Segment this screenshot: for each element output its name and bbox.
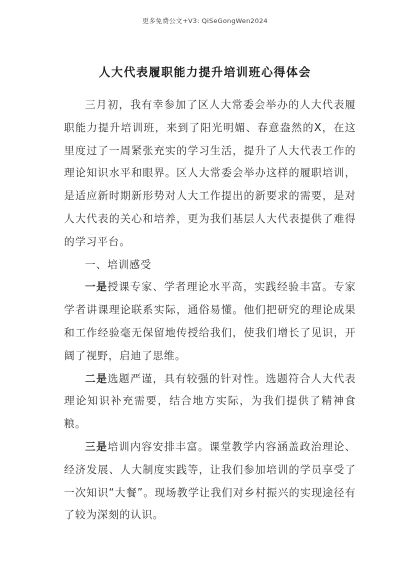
watermark-header: 更多免费公文+V3: QiSeGongWen2024	[142, 17, 268, 25]
point-paragraph	[64, 436, 356, 527]
section-heading: 一、培训感受	[85, 258, 152, 271]
point-text: 培训内容安排丰富。课堂教学内容涵盖政治理论、经济发展、人大制度实践等，让我们参加培训的学员享受了一次知识“大餐”。现场教学让我们对乡村振兴的实现途径有了较为深刻的认识。	[64, 440, 357, 522]
point-lead: 一是	[85, 281, 108, 294]
intro-paragraph: 三月初，我有幸参加了区人大常委会举办的人大代表履职能力提升培训班，来到了阳光明媚、春意盎然的X，在这里度过了一周紧张充实的学习生活，提升了人大代表工作的理论知识水平和眼界。区人大常委会举办这样的履职培训，是适应新时期新形势对人大工作提出的新要求的需要，是对人大代表的关心和培养，更为我们基层人大代表提供了难得的学习平台。	[64, 99, 356, 248]
point-lead: 三是	[85, 440, 108, 453]
point-lead: 二是	[85, 372, 108, 385]
document-body	[64, 94, 356, 527]
point-text: 选题严谨，具有较强的针对性。选题符合人大代表理论知识补充需要，结合地方实际，为我们提供了精神食粮。	[64, 372, 357, 431]
point-text: 授课专家、学者理论水平高，实践经验丰富。专家学者讲课理论联系实际，通俗易懂。他们把研究的理论成果和工作经验毫无保留地传授给我们，使我们增长了见识，开阔了视野，启迪了思维。	[64, 281, 357, 362]
point-paragraph	[64, 368, 356, 436]
document-title: 人大代表履职能力提升培训班心得体会	[98, 65, 312, 79]
point-paragraph	[64, 276, 356, 367]
